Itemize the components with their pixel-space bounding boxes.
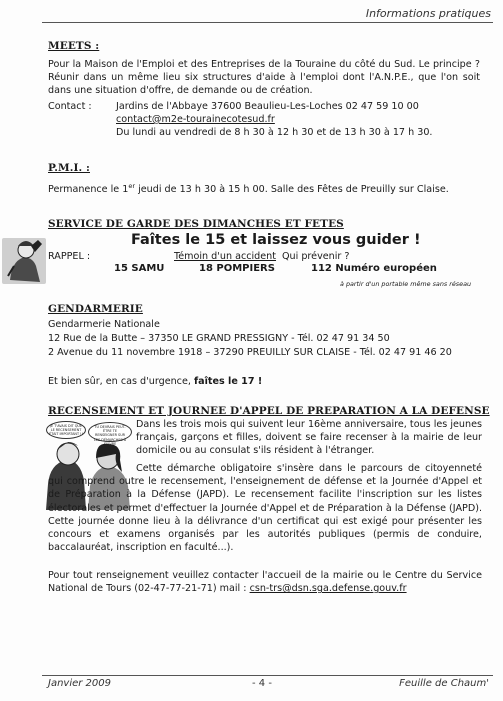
meets-title: MEETS : bbox=[48, 40, 100, 52]
pompiers-number: 18 POMPIERS bbox=[199, 263, 275, 274]
pmi-text-sup: er bbox=[128, 182, 136, 190]
meets-address: Jardins de l'Abbaye 37600 Beaulieu-Les-Loches 02 47 59 10 00 bbox=[116, 101, 419, 112]
urgence-text: Et bien sûr, en cas d'urgence, bbox=[48, 376, 194, 387]
meets-intro: Pour la Maison de l'Emploi et des Entreprises de la Touraine du côté du Sud. Le principe ? Réunir dans un même lieu six structures d'aide à l'emploi dont l'A.N.P.E., que l'on soit dans une situation d'offre, de demande ou de création. bbox=[48, 59, 480, 97]
gendarmerie-preuilly: 2 Avenue du 11 novembre 1918 – 37290 PREUILLY SUR CLAISE - Tél. 02 47 91 46 20 bbox=[48, 347, 452, 358]
footer-rule bbox=[42, 675, 493, 676]
gendarmerie-subtitle: Gendarmerie Nationale bbox=[48, 319, 160, 330]
recensement-title: RECENSEMENT ET JOURNEE D'APPEL DE PREPARATION A LA DEFENSE bbox=[48, 405, 490, 417]
footer-page-number: - 4 - bbox=[252, 678, 272, 689]
footer-publication: Feuille de Chaum' bbox=[399, 678, 489, 689]
meets-hours: Du lundi au vendredi de 8 h 30 à 12 h 30 et de 13 h 30 à 17 h 30. bbox=[116, 127, 433, 138]
footer-date: Janvier 2009 bbox=[48, 678, 112, 689]
europe-note: à partir d'un portable même sans réseau bbox=[340, 280, 472, 288]
pmi-title: P.M.I. : bbox=[48, 162, 90, 174]
europe-number: 112 Numéro européen bbox=[311, 263, 437, 274]
gendarmerie-title: GENDARMERIE bbox=[48, 303, 143, 315]
meets-contact-label: Contact : bbox=[48, 101, 92, 112]
speech-bubble-left: JE T'AVAIS DIT QUE LE RECENSEMENT ÉTAIT IMPORTANT !! bbox=[46, 421, 86, 439]
garde-title: SERVICE DE GARDE DES DIMANCHES ET FETES bbox=[48, 218, 344, 230]
recensement-p3 bbox=[48, 569, 482, 595]
header-rule bbox=[42, 22, 493, 23]
recensement-contact-text: Pour tout renseignement veuillez contacter l'accueil de la mairie ou le Centre du Service National de Tours (02-47-77-21-71) mail : bbox=[48, 570, 482, 595]
page-header-title: Informations pratiques bbox=[365, 7, 491, 20]
gendarmerie-grand-pressigny: 12 Rue de la Butte – 37350 LE GRAND PRESSIGNY - Tél. 02 47 91 34 50 bbox=[48, 333, 390, 344]
recensement-p2: Cette démarche obligatoire s'insère dans le parcours de citoyenneté qui comprend outre le recensement, l'enseignement de défense et la Journée d'Appel et de Préparation à la Défense (JAPD). Le recensement facilite l'inscription sur les listes électorales et permet d'effectuer la Journée d'Appel et de Préparation à la Défense (JAPD). Cette journée donne lieu à la délivrance d'un certificat qui est exigé pour présenter les concours et examens organisés par les autorités publiques (permis de conduire, baccalauréat, inscription en faculté...). bbox=[48, 463, 482, 554]
phone-caller-illustration bbox=[2, 232, 48, 288]
garde-headline: Faîtes le 15 et laissez vous guider ! bbox=[131, 232, 421, 248]
gendarmerie-urgence bbox=[48, 375, 262, 388]
rappel-label: RAPPEL : bbox=[48, 251, 91, 262]
samu-number: 15 SAMU bbox=[114, 263, 165, 274]
pmi-text bbox=[48, 180, 449, 196]
temoin-accident: Témoin d'un accident bbox=[174, 251, 277, 262]
meets-email-link[interactable]: contact@m2e-tourainecotesud.fr bbox=[116, 114, 275, 125]
pmi-text-start: Permanence le 1 bbox=[48, 184, 129, 196]
recensement-p1: Dans les trois mois qui suivent leur 16ème anniversaire, tous les jeunes français, garçons et filles, doivent se faire recenser à la mairie de leur domicile ou au consulat s'ils résident à l'étranger. bbox=[136, 419, 482, 457]
qui-prevenir: Qui prévenir ? bbox=[282, 251, 350, 262]
urgence-number: faîtes le 17 ! bbox=[193, 376, 263, 387]
speech-bubble-right: TU DEVRAIS PEUT-ÊTRE TE RENSEIGNER SUR LES DÉMARCHES À SUIVRE bbox=[88, 422, 132, 442]
pmi-text-end: jeudi de 13 h 30 à 15 h 00. Salle des Fêtes de Preuilly sur Claise. bbox=[135, 184, 449, 196]
csn-email-link[interactable]: csn-trs@dsn.sga.defense.gouv.fr bbox=[249, 583, 407, 595]
